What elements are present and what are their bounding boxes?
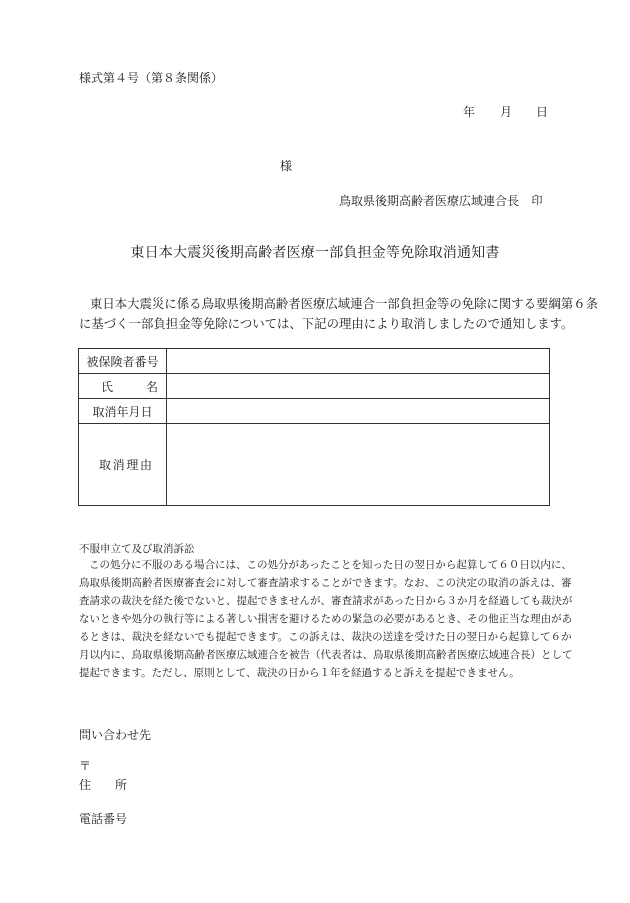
reason-value: [167, 424, 550, 506]
seal-mark: 印: [531, 194, 543, 207]
table-row-cancel-date: [79, 399, 550, 424]
reason-label-char: 取: [99, 458, 112, 472]
reason-label-char: 理: [126, 458, 139, 472]
document-title: 東日本大震災後期高齢者医療一部負担金等免除取消通知書: [130, 245, 500, 261]
body-text-line-2: に基づく一部負担金等免除については、下記の理由により取消しましたので通知します。: [79, 316, 574, 331]
name-label: [79, 374, 167, 399]
cancellation-info-table: [78, 348, 550, 506]
reason-label-char: 由: [139, 458, 152, 472]
reason-label-char: 消: [112, 458, 125, 472]
table-row-insured-number: [79, 349, 550, 374]
cancel-date-value: [167, 399, 550, 424]
insured-number-label: 被保険者番号: [79, 349, 167, 374]
name-value: [167, 374, 550, 399]
recipient-suffix: 様: [280, 159, 293, 173]
body-text-line-1: 東日本大震災に係る鳥取県後期高齢者医療広域連合一部負担金等の免除に関する要綱第６条: [90, 296, 599, 311]
name-label-char: 氏: [101, 379, 114, 394]
phone-label: 電話番号: [79, 812, 128, 826]
table-row-name: [79, 374, 550, 399]
date-year-label: 年: [463, 105, 476, 119]
date-day-label: 日: [536, 105, 549, 119]
cancel-date-label: 取消年月日: [79, 399, 167, 424]
objection-heading: 不服申立て及び取消訴訟: [79, 543, 195, 555]
objection-text-line: 鳥取県後期高齢者医療審査会に対して審査請求することができます。なお、この決定の取消の訴えは、審: [79, 577, 572, 589]
table-row-reason: [79, 424, 550, 506]
objection-text-line: 月以内に、鳥取県後期高齢者医療広域連合を被告（代表者は、鳥取県後期高齢者医療広域連合長）として: [79, 649, 573, 661]
objection-text-line: 査請求の裁決を経た後でないと、提起できませんが、審査請求があった日から３か月を経過しても裁決が: [79, 595, 573, 607]
objection-text-line: るときは、裁決を経ないでも提起できます。この訴えは、裁決の送達を受けた日の翌日から起算して６か: [79, 631, 572, 643]
issuer-name: 鳥取県後期高齢者医療広域連合長: [339, 194, 520, 208]
insured-number-value: [167, 349, 550, 374]
objection-text-line: ないときや処分の執行等による著しい損害を避けるための緊急の必要があるとき、その他正当な理由があ: [79, 613, 573, 625]
form-number: 様式第４号（第８条関係）: [79, 71, 224, 85]
reason-label: [79, 424, 167, 506]
contact-heading: 問い合わせ先: [79, 728, 152, 742]
date-month-label: 月: [500, 105, 513, 119]
name-label-char: 名: [145, 379, 158, 394]
objection-text-line: この処分に不服のある場合には、この処分があったことを知った日の翌日から起算して６０日以内に、: [89, 559, 572, 571]
address-label: 住 所: [79, 778, 128, 792]
objection-text-line: 提起できます。ただし、原則として、裁決の日から１年を経過すると訴えを提起できません。: [79, 667, 520, 679]
postal-mark: 〒: [79, 759, 92, 773]
